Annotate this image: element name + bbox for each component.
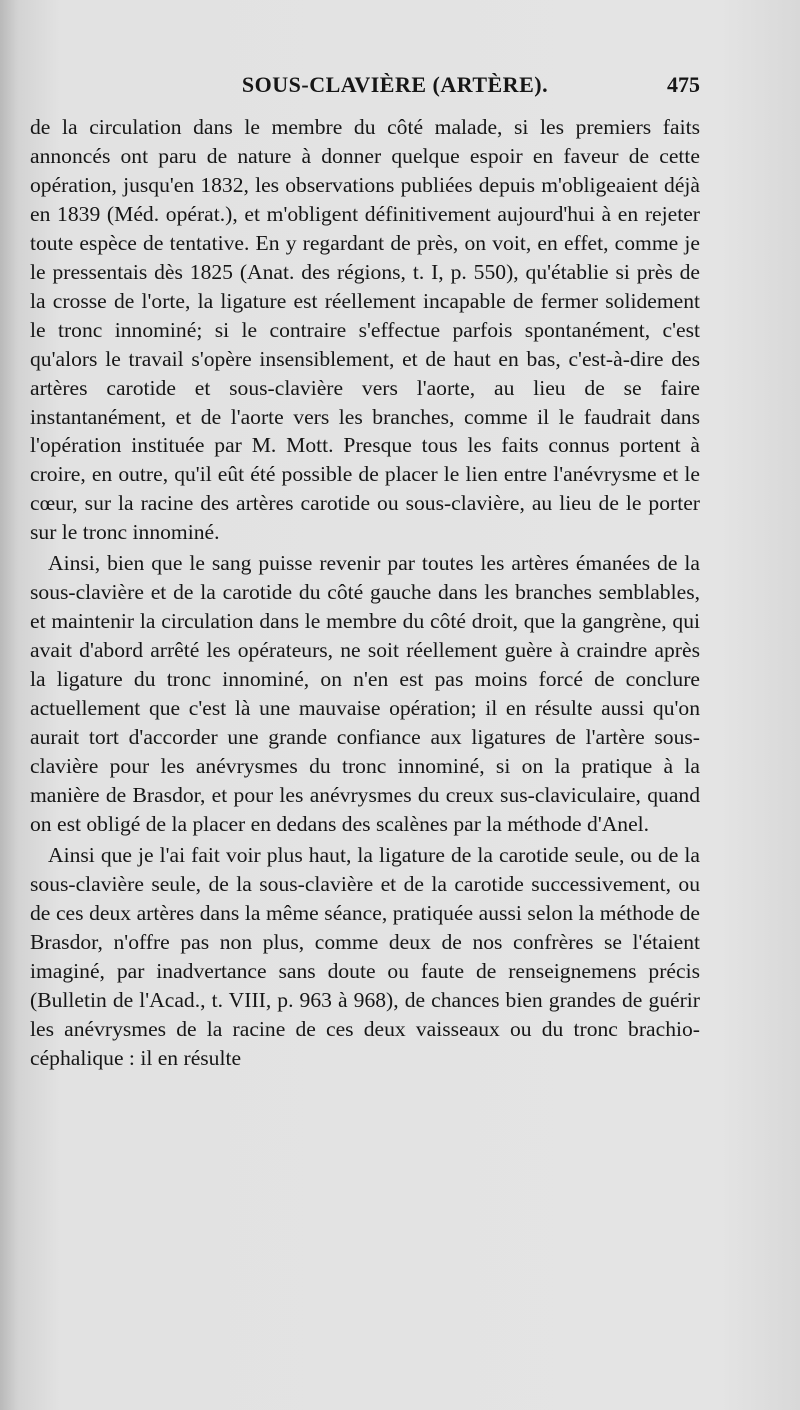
- paragraph-3: Ainsi que je l'ai fait voir plus haut, la ligature de la carotide seule, ou de la sous-clavière seule, de la sous-clavière et de la carotide successivement, ou de ces deux artères dans la même séance, pratiquée aussi selon la méthode de Brasdor, n'offre pas non plus, comme deux de nos confrères se l'étaient imaginé, par inadvertance sans doute ou faute de renseignemens précis (Bulletin de l'Acad., t. VIII, p. 963 à 968), de chances bien grandes de guérir les anévrysmes de la racine de ces deux vaisseaux ou du tronc brachio-céphalique : il en résulte: [30, 842, 700, 1070]
- running-head: SOUS-CLAVIÈRE (ARTÈRE).: [241, 72, 549, 97]
- paragraph-1: de la circulation dans le membre du côté malade, si les premiers faits annoncés ont paru de nature à donner quelque espoir en faveur de cette opération, jusqu'en 1832, les observations publiées depuis m'obligeaient déjà en 1839 (Méd. opérat.), et m'obligent définitivement aujourd'hui à en rejeter toute espèce de tentative. En y regardant de près, on voit, en effet, comme je le pressentais dès 1825 (Anat. des régions, t. I, p. 550), qu'établie si près de la crosse de l'orte, la ligature est réellement incapable de fermer solidement le tronc innominé; si le contraire s'effectue parfois spontanément, c'est qu'alors le travail s'opère insensiblement, et de haut en bas, c'est-à-dire des artères carotide et sous-clavière vers l'aorte, au lieu de se faire instantanément, et de l'aorte vers les branches, comme il le faudrait dans l'opération instituée par M. Mott. Presque tous les faits connus portent à croire, en outre, qu'il eût été possible de placer le lien entre l'anévrysme et le cœur, sur la racine des artères carotide ou sous-clavière, au lieu de le porter sur le tronc innominé.: [30, 115, 700, 545]
- body-text: [30, 113, 700, 1072]
- paragraph-2: Ainsi, bien que le sang puisse revenir par toutes les artères émanées de la sous-clavière et de la carotide du côté gauche dans les branches semblables, et maintenir la circulation dans le membre du côté droit, que la gangrène, qui avait d'abord arrêté les opérateurs, ne soit réellement guère à craindre après la ligature du tronc innominé, on n'en est pas moins forcé de conclure actuellement que c'est là une mauvaise opération; il en résulte aussi qu'on aurait tort d'accorder une grande confiance aux ligatures de l'artère sous-clavière pour les anévrysmes du tronc innominé, si on la pratique à la manière de Brasdor, et pour les anévrysmes du creux sus-claviculaire, quand on est obligé de la placer en dedans des scalènes par la méthode d'Anel.: [30, 551, 700, 836]
- page-number: 475: [667, 72, 700, 97]
- page-header: [30, 72, 700, 108]
